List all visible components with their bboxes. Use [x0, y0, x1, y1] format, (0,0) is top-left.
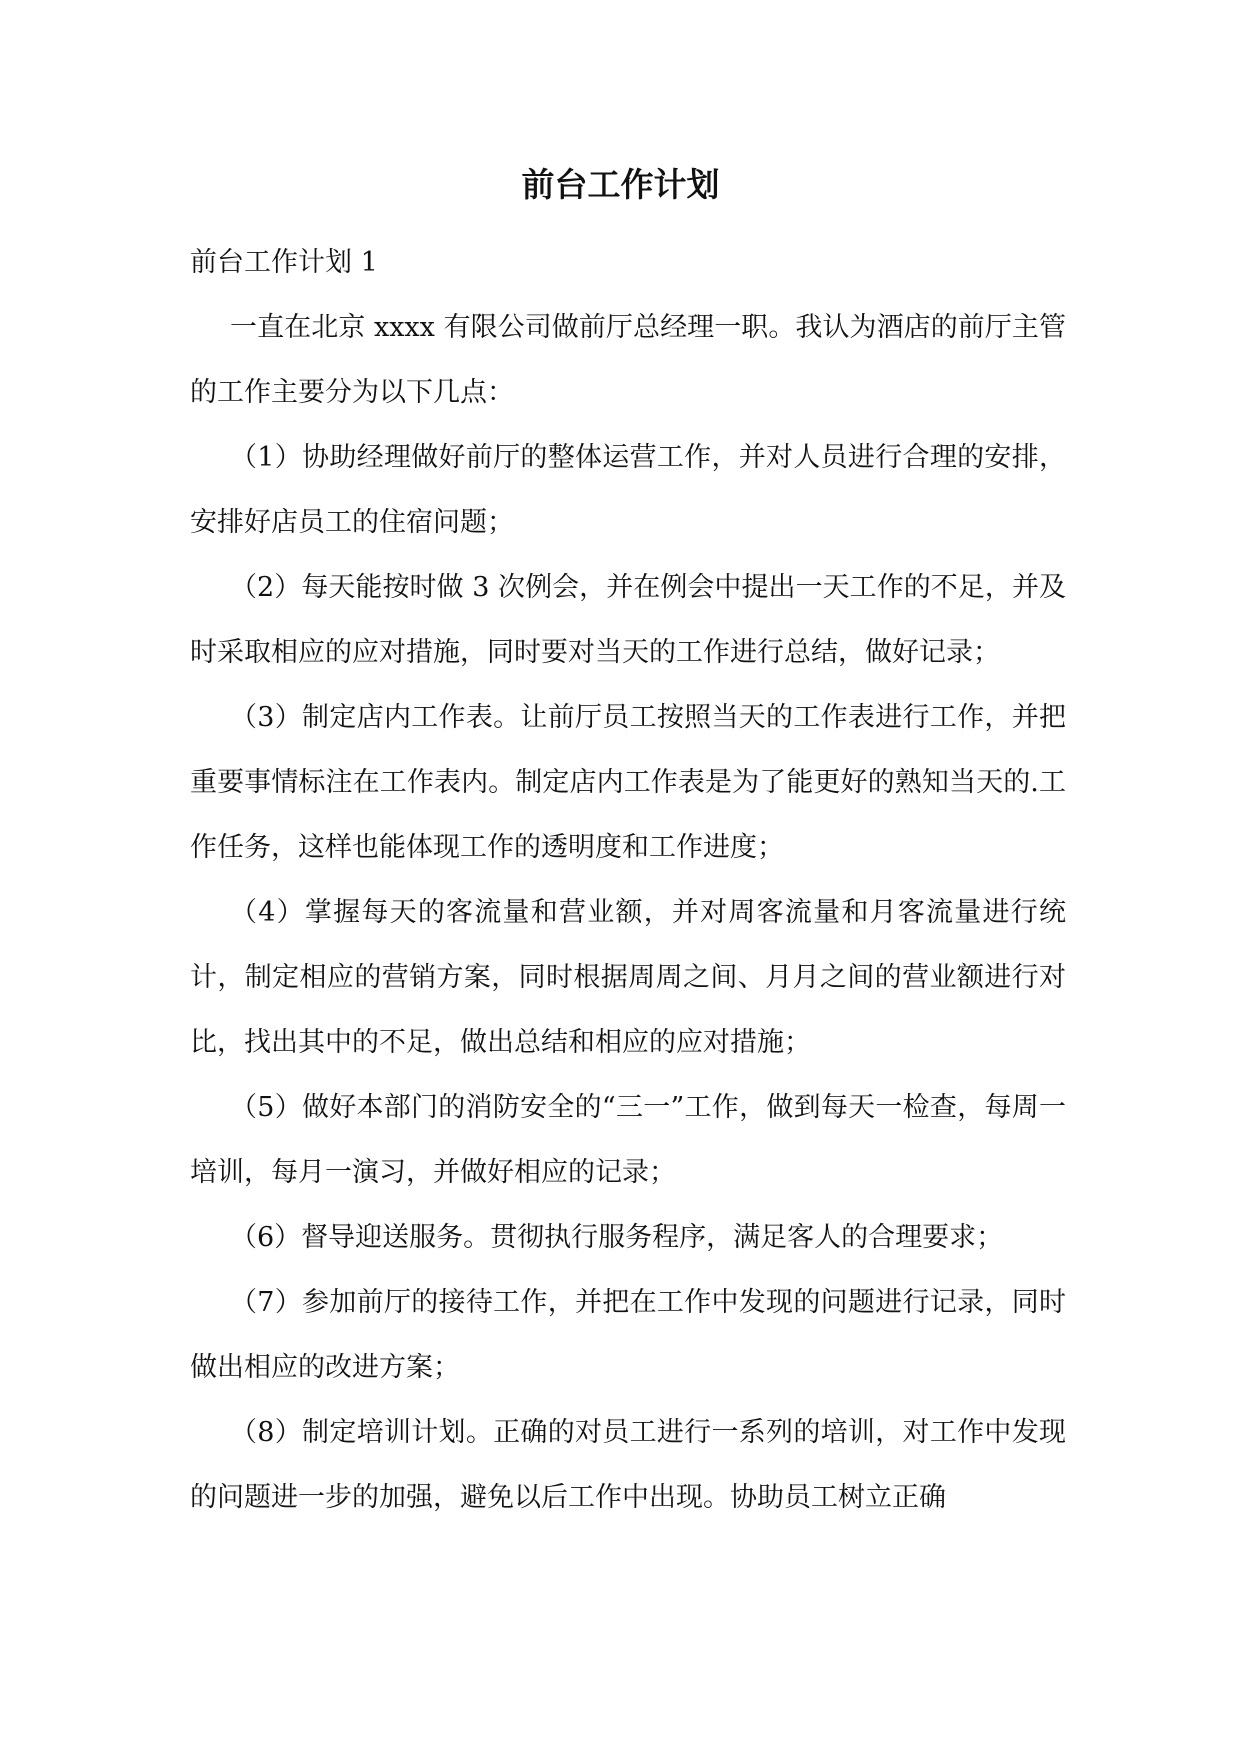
document-body [190, 230, 1066, 1530]
paragraph-item-7: （7）参加前厅的接待工作，并把在工作中发现的问题进行记录，同时做出相应的改进方案； [190, 1287, 1066, 1383]
paragraph-item-2: （2）每天能按时做 3 次例会，并在例会中提出一天工作的不足，并及时采取相应的应对措施，同时要对当天的工作进行总结，做好记录； [190, 572, 1066, 668]
paragraph-item-8: （8）制定培训计划。正确的对员工进行一系列的培训，对工作中发现的问题进一步的加强，避免以后工作中出现。协助员工树立正确 [190, 1417, 1066, 1513]
paragraph-item-6: （6）督导迎送服务。贯彻执行服务程序，满足客人的合理要求； [230, 1222, 1004, 1253]
paragraph-item-3: （3）制定店内工作表。让前厅员工按照当天的工作表进行工作，并把重要事情标注在工作表内。制定店内工作表是为了能更好的熟知当天的.工作任务，这样也能体现工作的透明度和工作进度； [190, 702, 1066, 863]
paragraph-item-1: （1）协助经理做好前厅的整体运营工作，并对人员进行合理的安排，安排好店员工的住宿问题； [190, 442, 1066, 538]
paragraph-item-4: （4）掌握每天的客流量和营业额，并对周客流量和月客流量进行统计，制定相应的营销方案，同时根据周周之间、月月之间的营业额进行对比，找出其中的不足，做出总结和相应的应对措施； [190, 897, 1066, 1058]
document-title: 前台工作计划 [521, 165, 720, 204]
section-subtitle: 前台工作计划 1 [190, 247, 378, 278]
paragraph-intro: 一直在北京 xxxx 有限公司做前厅总经理一职。我认为酒店的前厅主管的工作主要分为以下几点： [190, 312, 1066, 408]
paragraph-item-5: （5）做好本部门的消防安全的“三一”工作，做到每天一检查，每周一培训，每月一演习，并做好相应的记录； [190, 1092, 1066, 1188]
